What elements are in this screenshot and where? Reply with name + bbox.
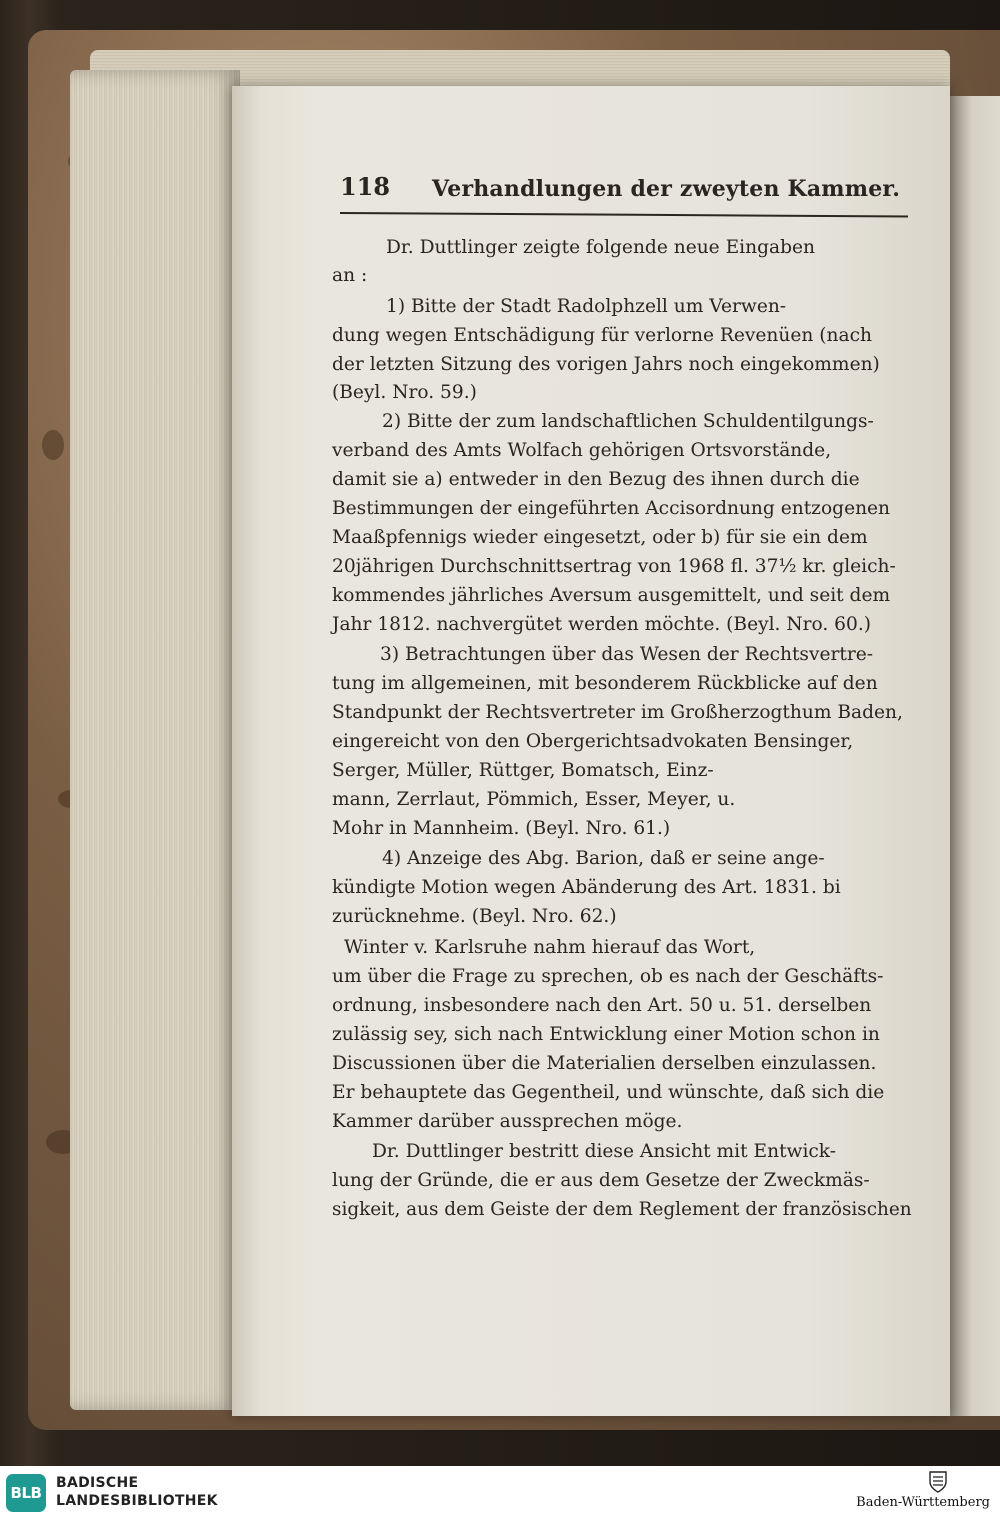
text-line: der letzten Sitzung des vorigen Jahrs noch eingekommen) [332,354,880,375]
next-page-edge [948,96,1000,1416]
text-line: 2) Bitte der zum landschaftlichen Schuldentilgungs- [382,411,874,432]
text-line: kündigte Motion wegen Abänderung des Art. 1831. bi [332,877,841,898]
text-line: Winter v. Karlsruhe nahm hierauf das Wort, [344,937,756,958]
text-line: Dr. Duttlinger bestritt diese Ansicht mit Entwick- [372,1141,837,1162]
text-line: kommendes jährliches Aversum ausgemittelt, und seit dem [332,585,891,606]
text-line: 1) Bitte der Stadt Radolphzell um Verwen- [386,296,787,317]
library-name-line1: BADISCHE [56,1475,139,1491]
text-line: zurücknehme. (Beyl. Nro. 62.) [332,906,617,927]
text-line: zulässig sey, sich nach Entwicklung einer Motion schon in [332,1024,880,1045]
text-line: Standpunkt der Rechtsvertreter im Großherzogthum Baden, [332,702,903,723]
text-line: an : [332,265,368,286]
text-line: verband des Amts Wolfach gehörigen Ortsvorstände, [332,440,832,461]
page-edges [70,70,240,1410]
text-line: sigkeit, aus dem Geiste der dem Reglement der französischen [332,1199,912,1220]
text-line: dung wegen Entschädigung für verlorne Revenüen (nach [332,325,872,346]
coat-of-arms-icon [928,1470,948,1494]
text-line: Er behauptete das Gegentheil, und wünschte, daß sich die [332,1082,885,1103]
running-title: Verhandlungen der zweyten Kammer. [432,176,901,202]
text-line: Bestimmungen der eingeführten Accisordnung entzogenen [332,498,891,519]
library-name-line2: LANDESBIBLIOTHEK [56,1493,218,1509]
text-line: (Beyl. Nro. 59.) [332,382,477,403]
text-line: Discussionen über die Materialien derselben einzulassen. [332,1053,877,1074]
footer-bar [0,1466,1000,1517]
text-line: mann, Zerrlaut, Pömmich, Esser, Meyer, u. [332,789,736,810]
text-line: 3) Betrachtungen über das Wesen der Rechtsvertre- [380,644,874,665]
text-line: 4) Anzeige des Abg. Barion, daß er seine ange- [382,848,825,869]
text-line: ordnung, insbesondere nach den Art. 50 u. 51. derselben [332,995,872,1016]
text-line: Dr. Duttlinger zeigte folgende neue Eingaben [386,237,815,258]
text-line: Jahr 1812. nachvergütet werden möchte. (Beyl. Nro. 60.) [332,614,872,635]
region-name: Baden-Württemberg [856,1495,990,1510]
text-line: eingereicht von den Obergerichtsadvokaten Bensinger, [332,731,854,752]
text-line: um über die Frage zu sprechen, ob es nach der Geschäfts- [332,966,884,987]
text-line: lung der Gründe, die er aus dem Gesetze der Zweckmäs- [332,1170,870,1191]
text-line: tung im allgemeinen, mit besonderem Rückblicke auf den [332,673,878,694]
text-line: 20jährigen Durchschnittsertrag von 1968 fl. 37½ kr. gleich- [332,556,896,577]
text-line: Maaßpfennigs wieder eingesetzt, oder b) für sie ein dem [332,527,868,548]
text-line: damit sie a) entweder in den Bezug des ihnen durch die [332,469,860,490]
text-line: Kammer darüber aussprechen möge. [332,1111,683,1132]
text-line: Mohr in Mannheim. (Beyl. Nro. 61.) [332,818,671,839]
page-number: 118 [340,172,391,201]
blb-logo[interactable]: BLB [6,1474,46,1512]
text-line: Serger, Müller, Rüttger, Bomatsch, Einz- [332,760,714,781]
